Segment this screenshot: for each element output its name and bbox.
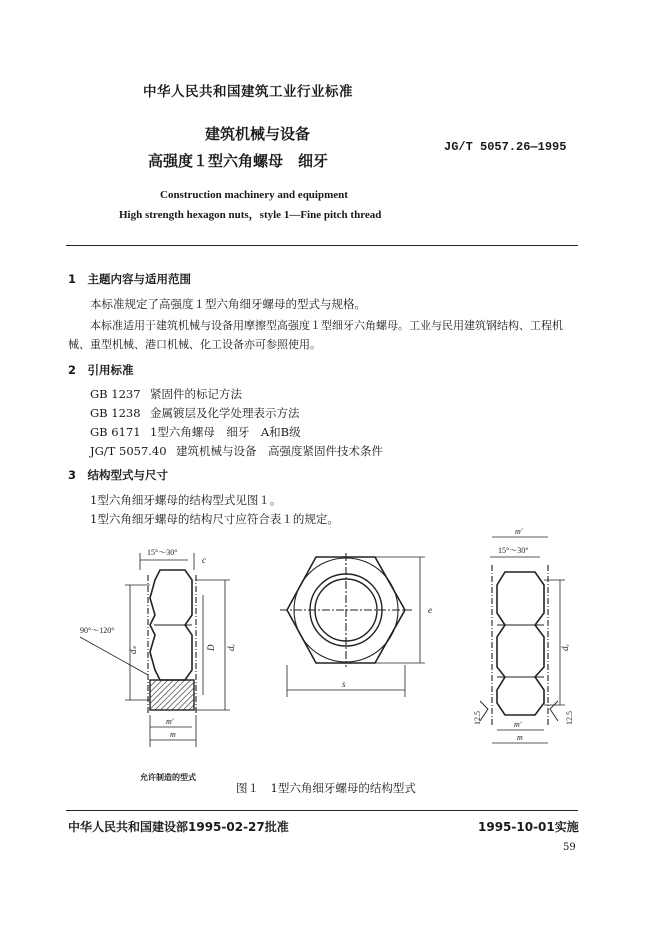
title-line-2: 高强度１型六角螺母 细牙 (148, 152, 329, 170)
ref-row (90, 424, 301, 440)
ref-title: 1型六角螺母 细牙 A和B级 (150, 425, 301, 439)
ref-code: GB 1237 (90, 387, 141, 401)
m-label-right: m (517, 733, 523, 742)
section-1-para-3: 械、重型机械、港口机械、化工设备亦可参照使用。 (68, 338, 321, 351)
section-2-heading: 2 引用标准 (68, 363, 134, 377)
angle-label-right: 15°～30° (498, 546, 529, 555)
section-1-heading: 1 主题内容与适用范围 (68, 272, 192, 286)
section-3-para-2: 1型六角细牙螺母的结构尺寸应符合表１的规定。 (90, 512, 339, 526)
english-title-2: High strength hexagon nuts，style 1—Fine pitch thread (119, 209, 382, 221)
english-title-1: Construction machinery and equipment (160, 189, 348, 201)
roughness-label-left: 12.5 (473, 711, 482, 725)
approval-text: 中华人民共和国建设部1995-02-27批准 (68, 820, 289, 834)
header-rule (66, 245, 578, 246)
m-prime-top-label: m′ (515, 527, 523, 536)
section-3-heading: 3 结构型式与尺寸 (68, 468, 169, 482)
m-prime-label-right: m′ (514, 720, 522, 729)
ds-label: dₛ (128, 646, 138, 654)
allowed-form-note: 允许制造的型式 (140, 773, 196, 782)
ref-code: JG/T 5057.40 (90, 444, 167, 458)
e-label: e (428, 605, 432, 615)
ref-code: GB 6171 (90, 425, 141, 439)
c-label: c (202, 555, 206, 565)
standard-family: 中华人民共和国建筑工业行业标准 (143, 84, 353, 100)
footer-rule (66, 810, 578, 811)
ref-title: 紧固件的标记方法 (150, 387, 242, 401)
implementation-text: 1995-10-01实施 (478, 820, 579, 834)
roughness-label-right: 12.5 (565, 711, 574, 725)
standard-code: JG/T 5057.26—1995 (444, 140, 567, 154)
section-1-para-1: 本标准规定了高强度１型六角细牙螺母的型式与规格。 (90, 297, 366, 311)
m-prime-label: m′ (166, 717, 174, 726)
angle-label-left: 15°～30° (147, 548, 178, 557)
ref-title: 金属镀层及化学处理表示方法 (150, 406, 300, 420)
figure-caption: 图１ 1型六角细牙螺母的结构型式 (236, 781, 416, 795)
title-line-1: 建筑机械与设备 (205, 125, 311, 143)
side-view-variant (480, 537, 565, 743)
dw-label-right: dᵥ (560, 643, 570, 651)
s-label: s (342, 679, 346, 689)
ref-row (90, 443, 383, 459)
section-1-para-2: 本标准适用于建筑机械与设备用摩擦型高强度１型细牙六角螺母。工业与民用建筑钢结构、工程机 (90, 319, 563, 332)
dw-label: dᵥ (226, 643, 236, 651)
nut-drawing (0, 525, 662, 805)
ref-title: 建筑机械与设备 高强度紧固件技术条件 (176, 444, 383, 458)
page-number: 59 (563, 842, 576, 853)
top-view (280, 553, 425, 697)
angle-label-chamfer: 90°～120° (80, 626, 115, 635)
ref-row (90, 405, 300, 421)
d-label: D (206, 644, 216, 651)
ref-row (90, 386, 242, 402)
m-label: m (170, 730, 176, 739)
section-3-para-1: 1型六角细牙螺母的结构型式见图１。 (90, 493, 282, 507)
ref-code: GB 1238 (90, 406, 141, 420)
